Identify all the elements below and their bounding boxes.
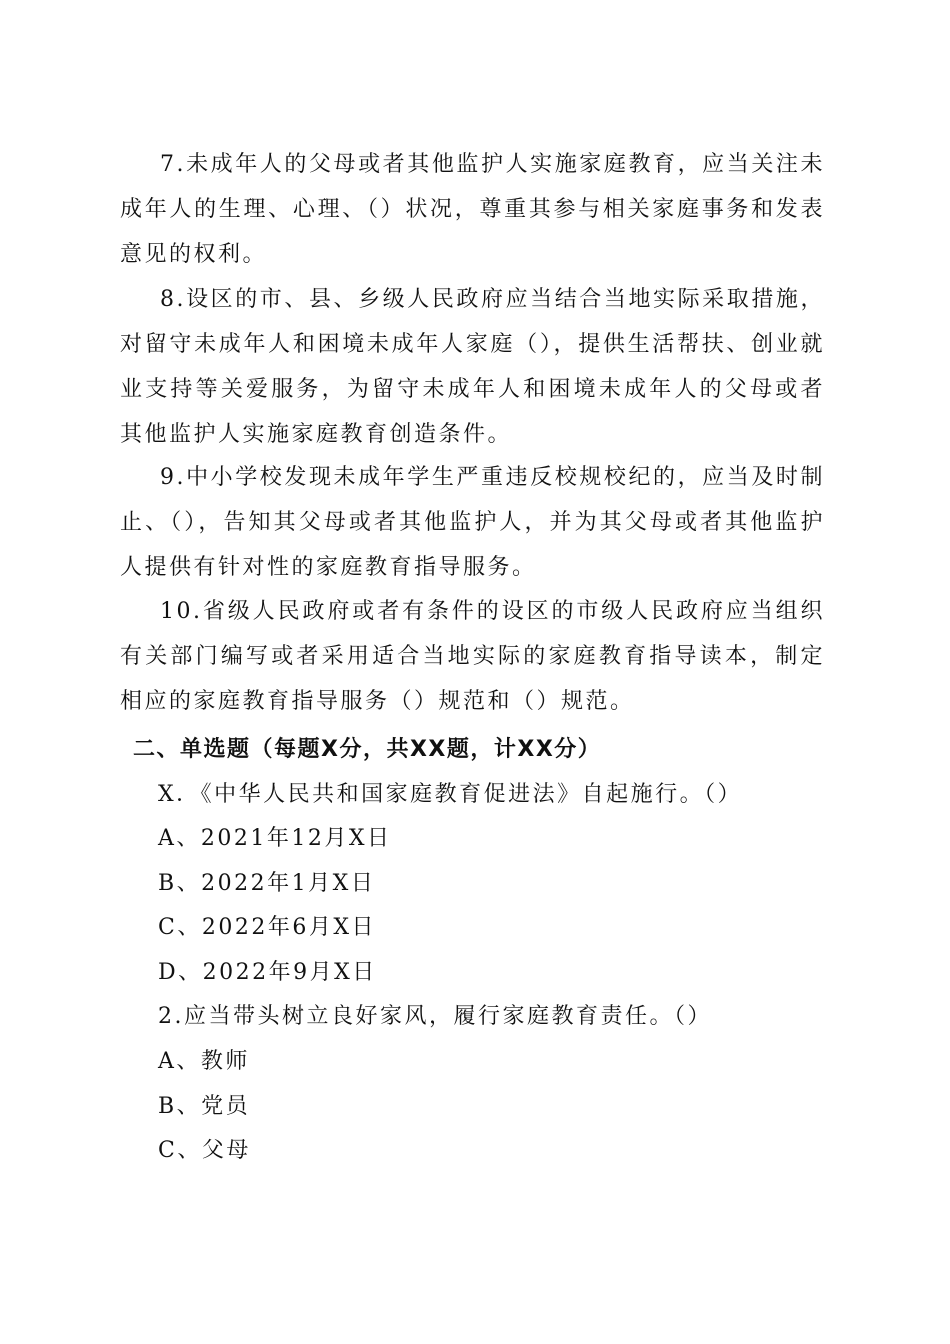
question-8: 8.设区的市、县、乡级人民政府应当结合当地实际采取措施，对留守未成年人和困境未成年人家庭（），提供生活帮扶、创业就业支持等关爱服务，为留守未成年人和困境未成年人的父母或者其他监护人实施家庭教育创造条件。 xyxy=(120,287,825,447)
question-1-option-b: B、2022年1月X日 xyxy=(158,871,376,896)
single-choice-question-1: X．《中华人民共和国家庭教育促进法》自起施行。（） xyxy=(158,782,743,807)
question-1-option-c: C、2022年6月X日 xyxy=(158,915,376,940)
question-2-option-c: C、父母 xyxy=(158,1138,251,1163)
section-heading-single-choice: 二、单选题（每题X分，共XX题，计XX分） xyxy=(133,737,602,762)
question-1-option-a: A、2021年12月X日 xyxy=(158,826,392,851)
question-2-option-a: A、教师 xyxy=(158,1049,250,1074)
question-9: 9.中小学校发现未成年学生严重违反校规校纪的，应当及时制止、（），告知其父母或者其他监护人，并为其父母或者其他监护人提供有针对性的家庭教育指导服务。 xyxy=(120,465,825,580)
question-10: 10.省级人民政府或者有条件的设区的市级人民政府应当组织有关部门编写或者采用适合当地实际的家庭教育指导读本，制定相应的家庭教育指导服务（）规范和（）规范。 xyxy=(120,599,825,714)
question-2-option-b: B、党员 xyxy=(158,1094,251,1119)
single-choice-question-2: 2.应当带头树立良好家风，履行家庭教育责任。（） xyxy=(158,1004,712,1029)
question-7: 7.未成年人的父母或者其他监护人实施家庭教育，应当关注未成年人的生理、心理、（）状况，尊重其参与相关家庭事务和发表意见的权利。 xyxy=(120,152,825,267)
question-1-option-d: D、2022年9月X日 xyxy=(158,960,377,985)
